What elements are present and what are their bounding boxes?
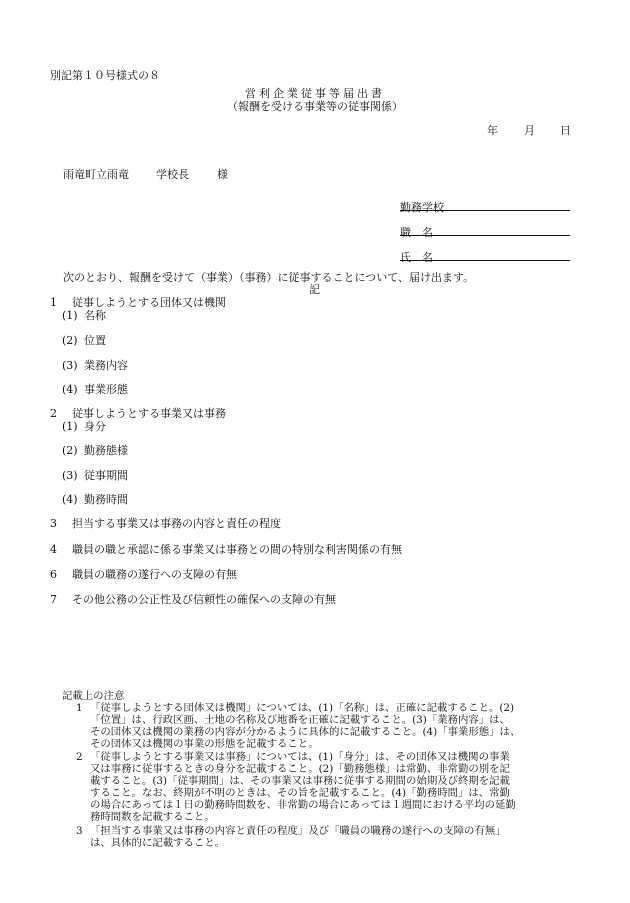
school-name: 雨竜町立雨竜 xyxy=(63,168,129,181)
section-title: 職員の職務の遂行への支障の有無 xyxy=(72,568,237,581)
note-line: 務時間数を記載すること。 xyxy=(90,811,215,823)
note-line: 又は事務に従事するときの身分を記載すること。(2)「勤務態様」は常勤、非常勤の別を記 xyxy=(90,763,510,775)
notes-heading: 記載上の注意 xyxy=(62,690,125,702)
principal-title: 学校長 xyxy=(156,168,189,181)
section-number: 6 xyxy=(50,568,57,581)
item-label: 事業形態 xyxy=(84,383,128,396)
section-title: その他公務の公正性及び信頼性の確保への支障の有無 xyxy=(72,593,336,606)
section-number: 1 xyxy=(50,296,57,309)
position-label: 職 名 xyxy=(400,226,433,239)
section-title: 担当する事業又は事務の内容と責任の程度 xyxy=(72,517,281,530)
note-line: その団体又は機関の業務の内容が分かるように具体的に記載すること。(4)「事業形態」は、 xyxy=(90,726,521,738)
date-month-label: 月 xyxy=(524,124,535,137)
date-day-label: 日 xyxy=(560,124,571,137)
item-label: 名称 xyxy=(84,309,106,322)
note-line: 載すること。(3)「従事期間」は、その事業又は事務に従事する期間の始期及び終期を記載 xyxy=(90,775,510,787)
section-number: 2 xyxy=(50,407,57,420)
document-subtitle: （報酬を受ける事業等の従事関係） xyxy=(227,100,403,113)
section-number: 7 xyxy=(50,593,57,606)
section-title: 従事しようとする団体又は機関 xyxy=(72,296,226,309)
note-line: 「従事しようとする事業又は事務」については、(1)「身分」は、その団体又は機関の事業 xyxy=(90,751,510,763)
intro-text: 次のとおり、報酬を受けて（事業）（事務）に従事することについて、届け出ます。 xyxy=(63,271,475,284)
workplace-label: 勤務学校 xyxy=(400,201,444,214)
note-line: すること。なお、終期が不明のときは、その旨を記載すること。(4)「勤務時間」は、常勤 xyxy=(90,787,510,799)
ki-mark: 記 xyxy=(309,283,320,296)
item-label: 位置 xyxy=(84,334,106,347)
item-label: 身分 xyxy=(84,420,106,433)
name-field[interactable] xyxy=(400,248,570,264)
item-number: (3) xyxy=(62,469,78,482)
note-line: の場合にあっては１日の勤務時間数を、非常勤の場合にあっては１週間における平均の延勤 xyxy=(90,799,516,811)
note-line: 「担当する事業又は事務の内容と責任の程度」及び「職員の職務の遂行への支障の有無」 xyxy=(90,825,506,837)
honorific: 様 xyxy=(217,168,228,181)
item-number: (3) xyxy=(62,359,78,372)
position-field[interactable] xyxy=(400,223,570,239)
item-label: 勤務態様 xyxy=(84,444,128,457)
form-number: 別記第１０号様式の８ xyxy=(50,69,160,82)
item-number: (1) xyxy=(62,420,78,433)
item-label: 業務内容 xyxy=(84,359,128,372)
item-number: (4) xyxy=(62,383,78,396)
item-label: 従事期間 xyxy=(84,469,128,482)
section-title: 職員の職と承認に係る事業又は事務との間の特別な利害関係の有無 xyxy=(72,543,402,556)
item-label: 勤務時間 xyxy=(84,493,128,506)
name-label: 氏 名 xyxy=(400,251,433,264)
note-line: 「従事しようとする団体又は機関」については、(1)「名称」は、正確に記載すること。(2) xyxy=(90,702,515,714)
workplace-field[interactable] xyxy=(400,198,570,214)
section-number: 3 xyxy=(50,517,57,530)
section-number: 4 xyxy=(50,543,57,556)
note-number: 2 xyxy=(76,751,83,763)
note-line: 「位置」は、行政区画、土地の名称及び地番を正確に記載すること。(3)「業務内容」は、 xyxy=(90,714,510,726)
section-title: 従事しようとする事業又は事務 xyxy=(72,407,226,420)
date-year-label: 年 xyxy=(487,124,498,137)
item-number: (1) xyxy=(62,309,78,322)
item-number: (2) xyxy=(62,334,78,347)
note-line: は、具体的に記載すること。 xyxy=(90,837,226,849)
note-number: 3 xyxy=(76,825,83,837)
note-number: 1 xyxy=(76,702,83,714)
item-number: (4) xyxy=(62,493,78,506)
document-title: 営利企業従事等届出書 xyxy=(245,87,385,100)
note-line: その団体又は機関の事業の形態を記載すること。 xyxy=(90,738,319,750)
item-number: (2) xyxy=(62,444,78,457)
